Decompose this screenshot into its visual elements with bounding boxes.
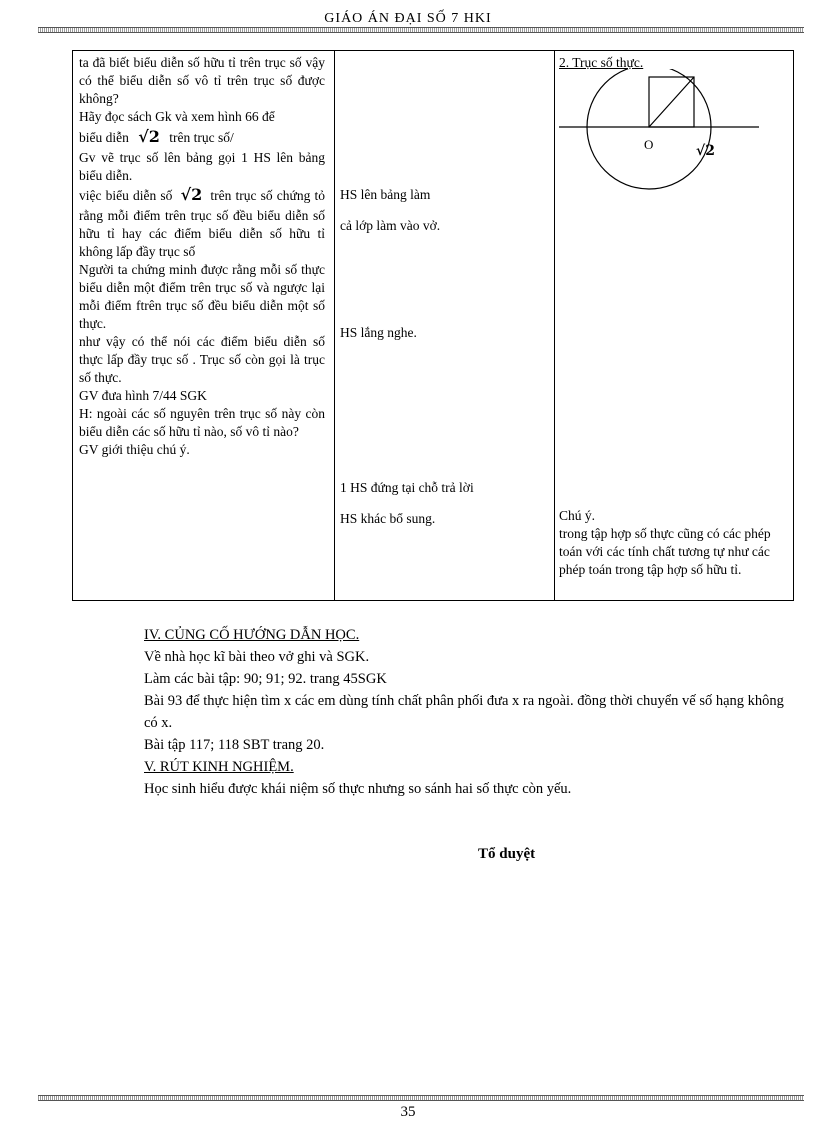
student-a1: HS lên bảng làm — [340, 186, 431, 202]
student-c2: HS khác bổ sung. — [340, 511, 436, 526]
lesson-table — [72, 50, 794, 601]
real-number-line-diagram — [554, 69, 794, 229]
teacher-line-1: ta đã biết biểu diễn số hữu tỉ trên trục số vậy có thể biểu diễn số vô tỉ trên trục số được không? — [79, 55, 325, 106]
section-v-title: V. RÚT KINH NGHIỆM. — [144, 759, 294, 775]
section-v-line-1: Học sinh hiểu được khái niệm số thực nhưng so sánh hai số thực còn yếu. — [144, 781, 572, 797]
sqrt2-point-label: √2 — [696, 143, 715, 159]
teacher-line-10: GV giới thiệu chú ý. — [79, 442, 190, 457]
note-block — [559, 507, 785, 579]
section-iv — [144, 624, 784, 800]
footer-rule — [38, 1095, 804, 1101]
teacher-line-3 — [79, 126, 325, 149]
teacher-activity-text — [79, 54, 325, 459]
teacher-line-9: H: ngoài các số nguyên trên trục số này còn biểu diễn các số hữu tỉ nào, số vô tỉ nào? — [79, 406, 325, 439]
section-iv-line-3: Bài 93 để thực hiện tìm x các em dùng tính chất phân phối đưa x ra ngoài. đồng thời chuyển vế số hạng không có x. — [144, 693, 784, 731]
teacher-line-4: Gv vẽ trục số lên bảng gọi 1 HS lên bảng biểu diễn. — [79, 150, 325, 183]
bieu-dien-label: biểu diễn — [79, 130, 129, 145]
section-iv-line-2: Làm các bài tập: 90; 91; 92. trang 45SGK — [144, 671, 387, 687]
square-diagonal — [649, 77, 694, 127]
note-title: Chú ý. — [559, 508, 596, 523]
student-activity-b — [340, 310, 546, 355]
student-activity-column — [334, 51, 555, 600]
page-number: 35 — [400, 1104, 416, 1120]
teacher-line-5 — [79, 185, 325, 261]
student-c1: 1 HS đứng tại chỗ trả lời — [340, 479, 474, 495]
viec-bieu-dien-label: việc biểu diễn số — [79, 188, 173, 203]
signoff-label: Tổ duyệt — [478, 846, 536, 862]
student-activity-c — [340, 465, 546, 542]
section-iv-title: IV. CỦNG CỐ HƯỚNG DẪN HỌC. — [144, 627, 360, 643]
header-rule — [38, 27, 804, 33]
teacher-line-8: GV đưa hình 7/44 SGK — [79, 388, 207, 403]
teacher-activity-column — [73, 51, 335, 600]
sqrt2-symbol-2: √2 — [180, 185, 203, 204]
sqrt2-symbol: √2 — [138, 127, 160, 146]
section-iv-line-4: Bài tập 117; 118 SBT trang 20. — [144, 737, 325, 753]
teacher-line-7: như vậy có thể nói các điểm biểu diễn số thực lấp đầy trục số . Trục số còn gọi là trục số thực. — [79, 334, 325, 385]
tren-truc-so-label: trên trục số/ — [169, 130, 234, 145]
section-iv-line-1: Về nhà học kĩ bài theo vở ghi và SGK. — [144, 649, 370, 665]
origin-label: O — [644, 137, 654, 152]
student-activity-a — [340, 172, 546, 249]
student-b1: HS lắng nghe. — [340, 324, 417, 340]
teacher-line-6: Người ta chứng minh được rằng mỗi số thực biểu diễn một điểm trên trục số và ngược lại mỗi điểm ftrên trục số đều biểu diễn một số thực. — [79, 262, 325, 331]
student-a2: cả lớp làm vào vở. — [340, 218, 441, 233]
section-title-real-axis: 2. Trục số thực. — [559, 55, 644, 70]
content-column — [554, 51, 793, 600]
teacher-line-5-text: trên trục số chứng tỏ rằng mỗi điểm trên trục số đều biểu diễn số hữu tỉ hay các điểm biểu diễn số hữu tỉ không lấp đầy trục số — [79, 188, 326, 259]
page-header-title: GIÁO ÁN ĐẠI SỐ 7 HKI — [324, 11, 492, 26]
note-text: trong tập hợp số thực cũng có các phép toán với các tính chất tương tự như các phép toán trong tập hợp số hữu tỉ. — [559, 526, 771, 577]
teacher-line-2: Hãy đọc sách Gk và xem hình 66 để — [79, 109, 275, 124]
